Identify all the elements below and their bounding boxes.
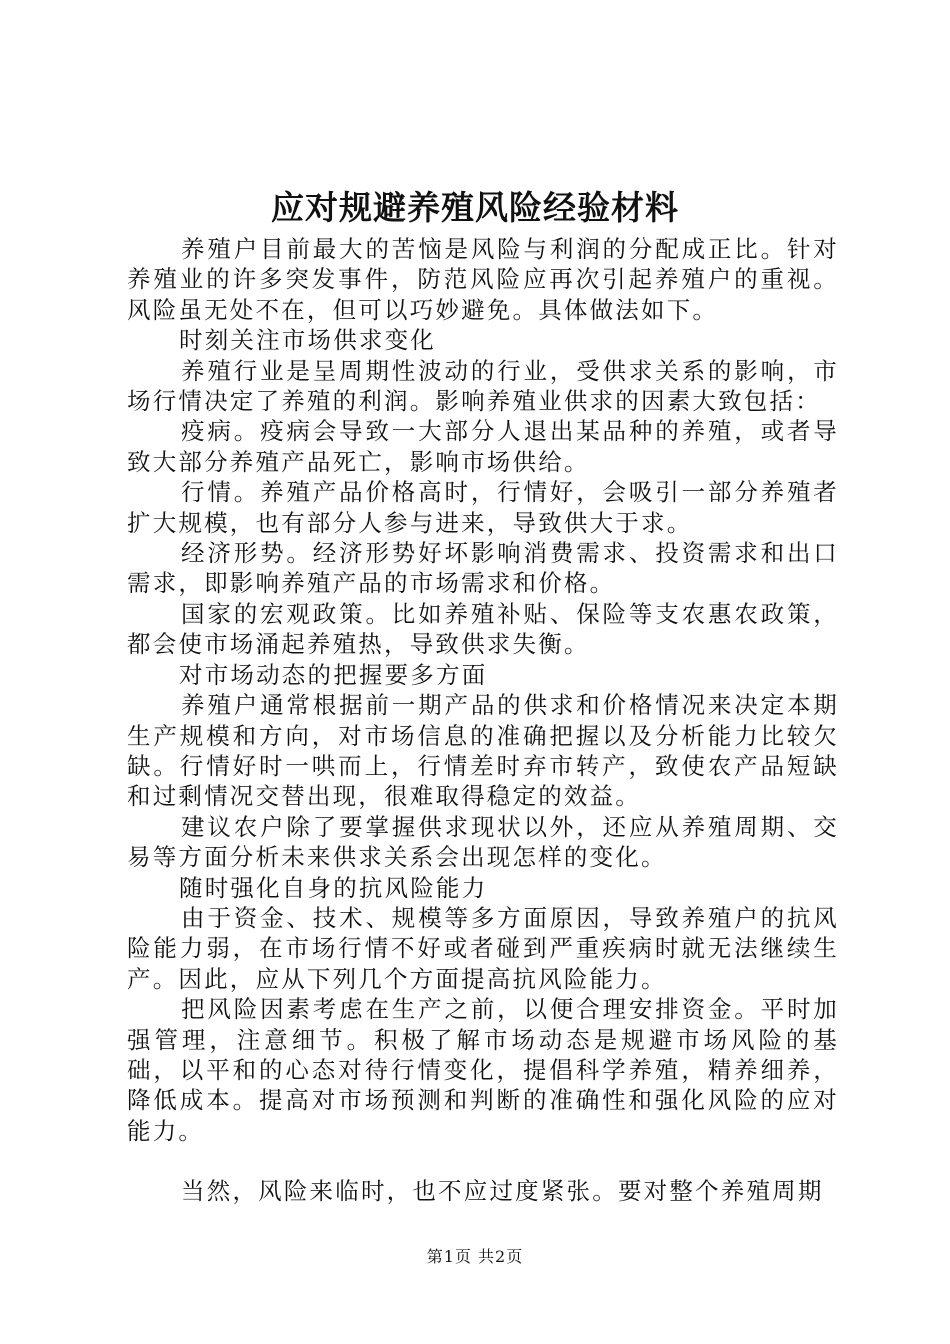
body-paragraph: 当然，风险来临时，也不应过度紧张。要对整个养殖周期 — [181, 1177, 824, 1206]
body-paragraph: 把风险因素考虑在生产之前，以便合理安排资金。平时加强管理，注意细节。积极了解市场动态是规避市场风险的基础，以平和的心态对待行情变化，提倡科学养殖，精养细养，降低成本。提高对市场预测和判断的准确性和强化风险的应对能力。 — [127, 995, 839, 1145]
body-paragraph: 建议农户除了要掌握供求现状以外，还应从养殖周期、交易等方面分析未来供求关系会出现怎样的变化。 — [127, 812, 839, 872]
document-body — [127, 234, 839, 1207]
body-paragraph: 养殖户目前最大的苦恼是风险与利润的分配成正比。针对养殖业的许多突发事件，防范风险应再次引起养殖户的重视。风险虽无处不在，但可以巧妙避免。具体做法如下。 — [127, 235, 839, 324]
section-heading: 对市场动态的把握要多方面 — [179, 660, 488, 689]
paragraph-gap — [127, 1146, 839, 1176]
body-paragraph: 行情。养殖产品价格高时，行情好，会吸引一部分养殖者扩大规模，也有部分人参与进来，导致供大于求。 — [127, 478, 839, 537]
body-paragraph: 养殖户通常根据前一期产品的供求和价格情况来决定本期生产规模和方向，对市场信息的准确把握以及分析能力比较欠缺。行情好时一哄而上，行情差时弃市转产，致使农产品短缺和过剩情况交替出现，很难取得稳定的效益。 — [127, 691, 839, 811]
document-title: 应对规避养殖风险经验材料 — [271, 188, 679, 227]
section-heading: 时刻关注市场供求变化 — [179, 326, 436, 355]
section-heading: 随时强化自身的抗风险能力 — [179, 873, 488, 902]
body-paragraph: 经济形势。经济形势好坏影响消费需求、投资需求和出口需求，即影响养殖产品的市场需求和价格。 — [127, 539, 839, 598]
page-footer: 第1页 共2页 — [426, 1247, 524, 1266]
body-paragraph: 国家的宏观政策。比如养殖补贴、保险等支农惠农政策，都会使市场涌起养殖热，导致供求失衡。 — [127, 599, 839, 659]
body-paragraph: 疫病。疫病会导致一大部分人退出某品种的养殖，或者导致大部分养殖产品死亡，影响市场供给。 — [127, 417, 839, 476]
body-paragraph: 由于资金、技术、规模等多方面原因，导致养殖户的抗风险能力弱，在市场行情不好或者碰到严重疾病时就无法继续生产。因此，应从下列几个方面提高抗风险能力。 — [127, 903, 839, 993]
body-paragraph: 养殖行业是呈周期性波动的行业，受供求关系的影响，市场行情决定了养殖的利润。影响养殖业供求的因素大致包括： — [127, 356, 839, 416]
